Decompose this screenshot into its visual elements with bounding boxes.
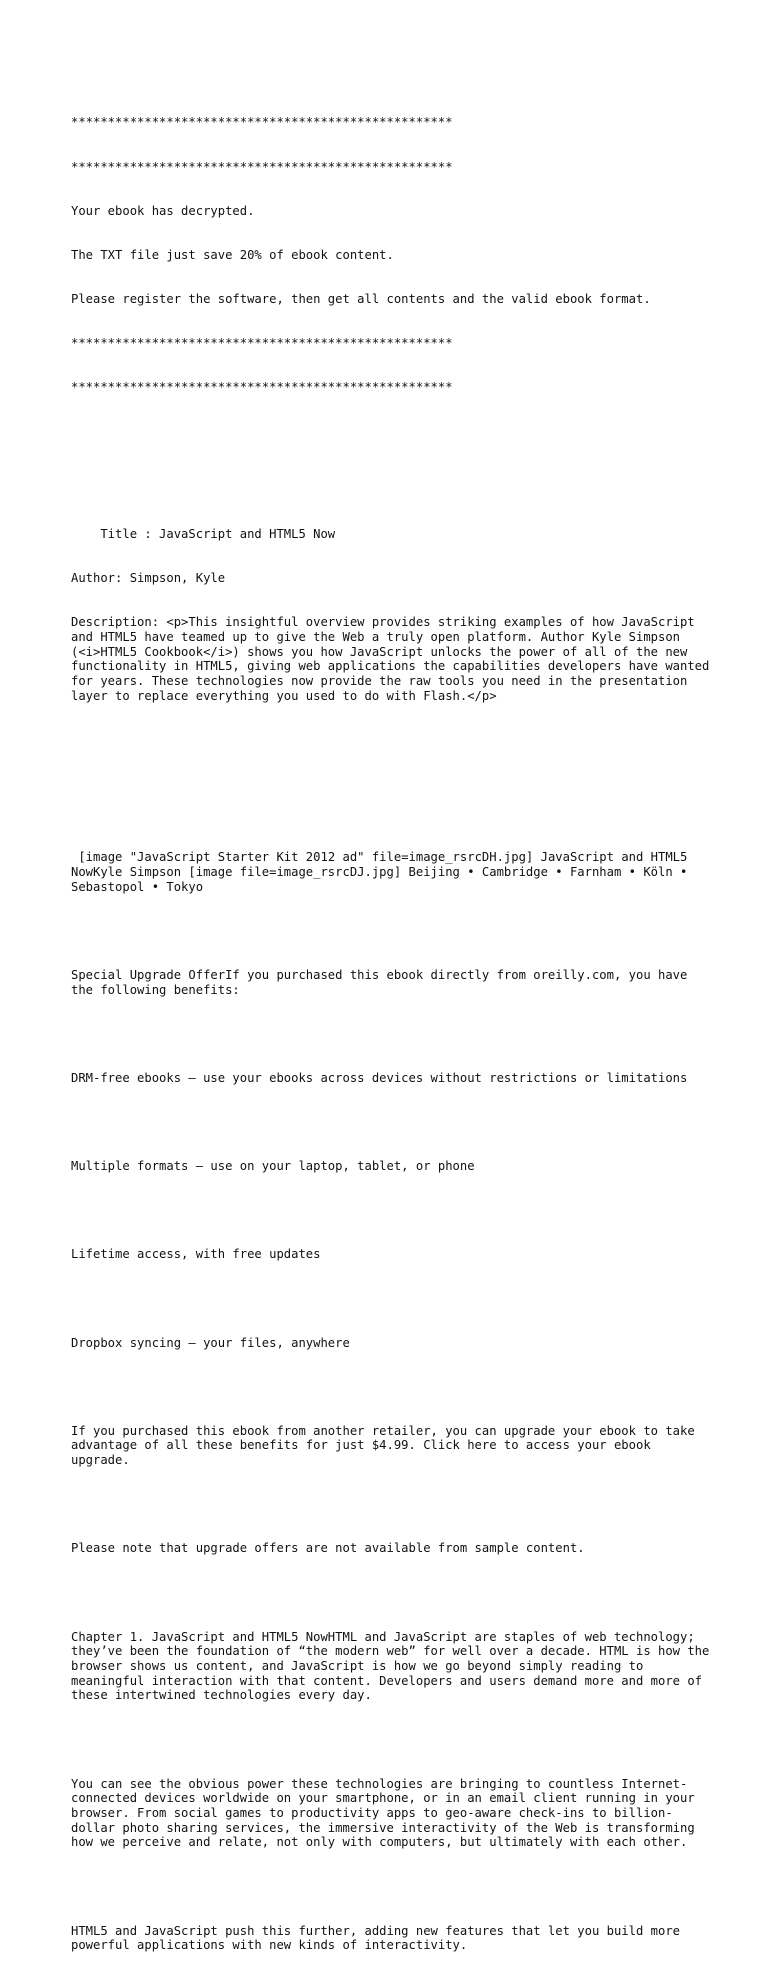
chapter-1-paragraph-3: HTML5 and JavaScript push this further, adding new features that let you build more powerful applications with new kinds of interactivity.	[71, 1923, 688, 1953]
decrypt-notice-stars-bottom-2: ****************************************************	[71, 380, 453, 395]
decrypt-notice-stars-bottom-1: ****************************************************	[71, 335, 453, 350]
benefit-multiple-formats: Multiple formats — use on your laptop, tablet, or phone	[71, 1159, 475, 1174]
upgrade-instructions-paragraph: If you purchased this ebook from another retailer, you can upgrade your ebook to take advantage of all these benefits for just $4.99. Click here to access your ebook upgrade.	[71, 1423, 703, 1468]
upgrade-offer-paragraph: Special Upgrade OfferIf you purchased this ebook directly from oreilly.com, you have the following benefits:	[71, 968, 695, 997]
front-matter-paragraph: [image "JavaScript Starter Kit 2012 ad" file=image_rsrcDH.jpg] JavaScript and HTML5 NowKyle Simpson [image file=image_rsrcDJ.jpg] Beijing • Cambridge • Farnham • Köln • Sebastopol • Tokyo	[71, 850, 695, 894]
chapter-1-paragraph-2: You can see the obvious power these technologies are bringing to countless Internet-connected devices worldwide on your smartphone, or in an email client running in your browser. From social games to productivity apps to geo-aware check-ins to billion-dollar photo sharing services, the immersive interactivity of the Web is transforming how we perceive and relate, not only with computers, but ultimately with each other.	[71, 1776, 703, 1850]
decrypt-notice-line-3: Please register the software, then get all contents and the valid ebook format.	[71, 291, 651, 306]
benefit-dropbox-syncing: Dropbox syncing — your files, anywhere	[71, 1335, 350, 1350]
decrypt-notice-line-1: Your ebook has decrypted.	[71, 203, 255, 218]
book-author: Author: Simpson, Kyle	[71, 571, 226, 586]
book-description: Description: <p>This insightful overview provides striking examples of how JavaScript and HTML5 have teamed up to give the Web a truly open platform. Author Kyle Simpson (<i>HTML5 Cookbook</i>) shows you how JavaScript unlocks the power of all of the new functionality in HTML5, giving web applications the capabilities developers have wanted for years. These technologies now provide the raw tools you need in the presentation layer to replace everything you used to do with Flash.</p>	[71, 615, 717, 703]
chapter-1-paragraph-1: Chapter 1. JavaScript and HTML5 NowHTML and JavaScript are staples of web technology; they’ve been the foundation of “the modern web” for well over a decade. HTML is how the browser shows us content, and JavaScript is how we go beyond simply reading to meaningful interaction with that content. Developers and users demand more and more of these intertwined technologies every day.	[71, 1629, 717, 1703]
book-title: Title : JavaScript and HTML5 Now	[71, 526, 336, 541]
benefit-drm-free: DRM-free ebooks — use your ebooks across devices without restrictions or limitations	[71, 1070, 688, 1085]
sample-content-note: Please note that upgrade offers are not available from sample content.	[71, 1541, 585, 1556]
document-text	[71, 86, 717, 1968]
benefit-lifetime-access: Lifetime access, with free updates	[71, 1247, 321, 1262]
spacer	[71, 748, 711, 807]
decrypt-notice-stars-top-2: ****************************************************	[71, 159, 453, 174]
decrypt-notice-line-2: The TXT file just save 20% of ebook content.	[71, 247, 394, 262]
spacer	[71, 439, 711, 483]
decrypt-notice-stars-top-1: ****************************************************	[71, 115, 453, 130]
